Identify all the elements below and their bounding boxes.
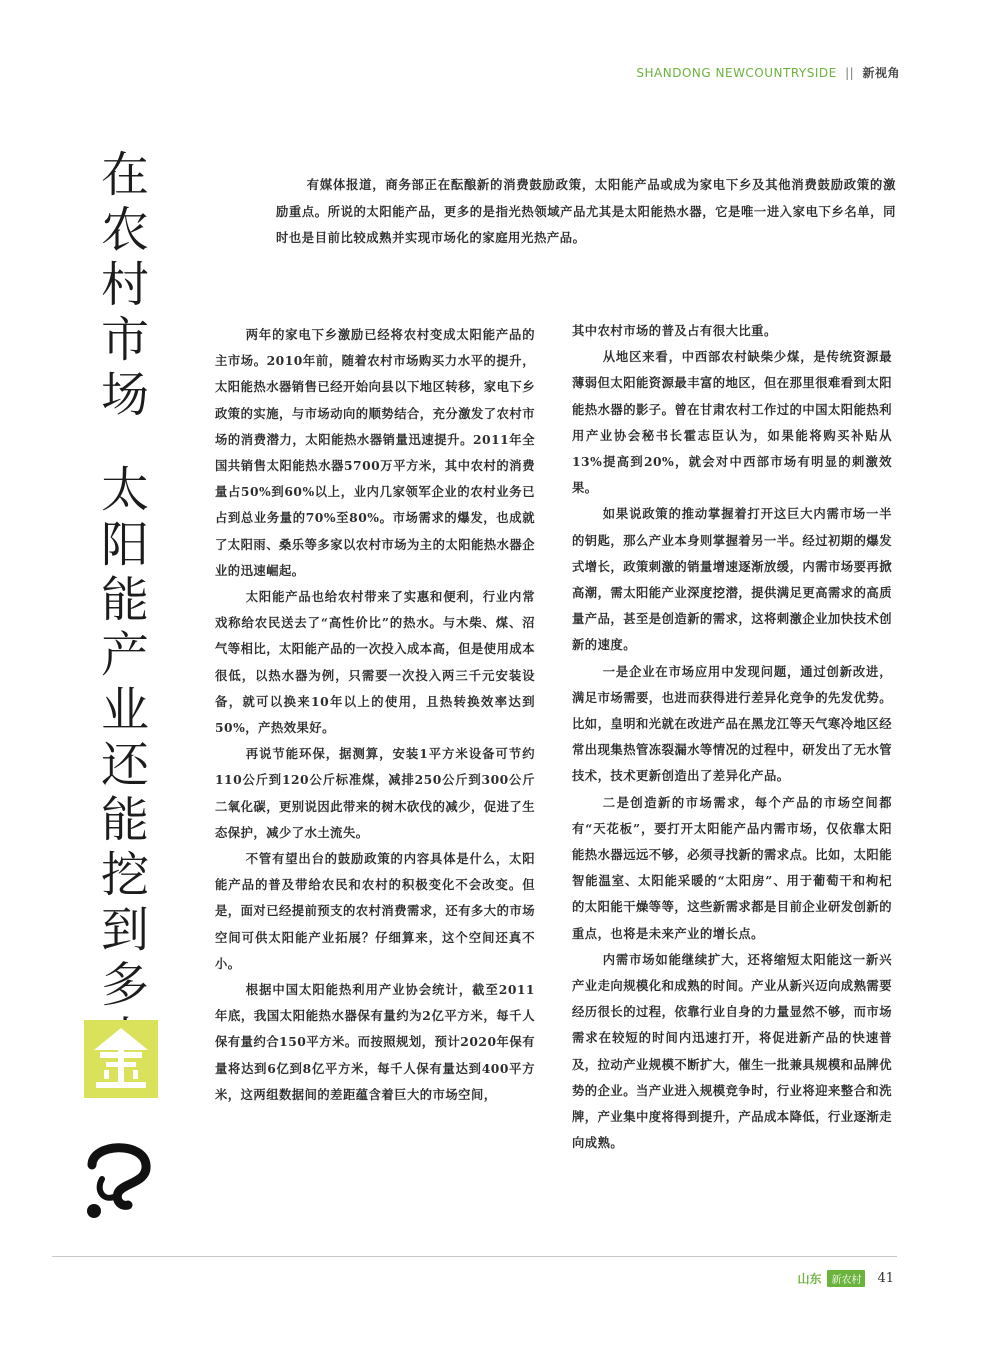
gold-coin-icon (84, 1020, 158, 1098)
title-char: 市 (100, 312, 149, 368)
header-separator: || (845, 66, 855, 80)
lead-paragraph: 有媒体报道，商务部正在酝酿新的消费鼓励政策，太阳能产品或成为家电下乡及其他消费鼓励政策的激励重点。所说的太阳能产品，更多的是指光热领域产品尤其是太阳能热水器，它是唯一进入家电下乡名单，同时也是目前比较成熟并实现市场化的家庭用光热产品。 (276, 177, 896, 245)
magazine-name: SHANDONG NEWCOUNTRYSIDE (636, 66, 837, 80)
title-char: 能 (100, 792, 149, 848)
title-char: 能 (100, 572, 149, 628)
footer-badge: 新农村 (827, 1270, 865, 1287)
question-mark-graphic (72, 1133, 162, 1223)
title-char: 到 (100, 902, 149, 958)
title-line-2 (92, 463, 158, 1068)
page-footer (797, 1270, 894, 1287)
title-line-1 (92, 148, 158, 423)
gold-coin-graphic (84, 1020, 158, 1098)
footer-brand: 山东 (797, 1272, 822, 1286)
title-char: 还 (100, 737, 149, 793)
body-paragraph: 太阳能产品也给农村带来了实惠和便利，行业内常戏称给农民送去了“高性价比”的热水。与木柴、煤、沼气等相比，太阳能产品的一次投入成本高，但是使用成本很低，以热水器为例，只需要一次投入两三千元安装设备，就可以换来10年以上的使用，且热转换效率达到50%，产热效果好。 (215, 589, 535, 736)
body-paragraph: 两年的家电下乡激励已经将农村变成太阳能产品的主市场。2010年前，随着农村市场购买力水平的提升，太阳能热水器销售已经开始向县以下地区转移，家电下乡政策的实施，与市场动向的顺势结合，充分激发了农村市场的消费潜力，太阳能热水器销量迅速提升。2011年全国共销售太阳能热水器5700万平方米，其中农村的消费量占50%到60%以上，业内几家领军企业的农村业务已占到总业务量的70%至80%。市场需求的爆发，也成就了太阳雨、桑乐等多家以农村市场为主的太阳能热水器企业的迅速崛起。 (215, 327, 535, 578)
body-column-left (215, 322, 535, 1108)
title-char: 村 (100, 257, 149, 313)
body-paragraph: 如果说政策的推动掌握着打开这巨大内需市场一半的钥匙，那么产业本身则掌握着另一半。经过初期的爆发式增长，政策刺激的销量增速逐渐放缓，内需市场要再掀高潮，需太阳能产业深度挖潜，提供满足更高需求的高质量产品，甚至是创造新的需求，这将刺激企业加快技术创新的速度。 (572, 506, 892, 653)
body-paragraph: 不管有望出台的鼓励政策的内容具体是什么，太阳能产品的普及带给农民和农村的积极变化不会改变。但是，面对已经提前预支的农村消费需求，还有多大的市场空间可供太阳能产业拓展？仔细算来，这个空间还真不小。 (215, 851, 535, 971)
footer-divider (52, 1256, 897, 1257)
body-column-right (572, 318, 892, 1157)
title-char: 产 (100, 627, 149, 683)
running-header (636, 64, 900, 81)
section-name: 新视角 (862, 66, 900, 80)
title-char: 太 (100, 462, 149, 518)
page-number: 41 (877, 1271, 894, 1286)
title-char: 场 (100, 367, 149, 423)
body-paragraph: 根据中国太阳能热利用产业协会统计，截至2011年底，我国太阳能热水器保有量约为2亿平方米，每千人保有量约合150平方米。而按照规划，预计2020年保有量将达到6亿到8亿平方米，每千人保有量达到400平方米，这两组数据间的差距蕴含着巨大的市场空间， (215, 982, 535, 1102)
title-char: 业 (100, 682, 149, 738)
body-paragraph: 再说节能环保，据测算，安装1平方米设备可节约110公斤到120公斤标准煤，减排250公斤到300公斤二氧化碳，更别说因此带来的树木砍伐的减少，促进了生态保护，减少了水土流失。 (215, 746, 535, 840)
body-paragraph: 从地区来看，中西部农村缺柴少煤，是传统资源最薄弱但太阳能资源最丰富的地区，但在那里很难看到太阳能热水器的影子。曾在甘肃农村工作过的中国太阳能热利用产业协会秘书长霍志臣认为，如果能将购买补贴从13%提高到20%，就会对中西部市场有明显的刺激效果。 (572, 349, 892, 496)
title-char: 挖 (100, 847, 149, 903)
title-char: 在 (100, 147, 149, 203)
question-mark-icon (72, 1133, 162, 1223)
title-char: 阳 (100, 517, 149, 573)
body-paragraph: 二是创造新的市场需求，每个产品的市场空间都有“天花板”，要打开太阳能产品内需市场，仅依靠太阳能热水器远远不够，必须寻找新的需求点。比如，太阳能智能温室、太阳能采暖的“太阳房”、用于葡萄干和枸杞的太阳能干燥等等，这些新需求都是目前企业研发创新的重点，也将是未来产业的增长点。 (572, 794, 892, 941)
body-paragraph: 内需市场如能继续扩大，还将缩短太阳能这一新兴产业走向规模化和成熟的时间。产业从新兴迈向成熟需要经历很长的过程，依靠行业自身的力量显然不够，而市场需求在较短的时间内迅速打开，将促进新产品的快速普及，拉动产业规模不断扩大，催生一批兼具规模和品牌优势的企业。当产业进入规模竞争时，行业将迎来整合和洗牌，产业集中度将得到提升，产品成本降低，行业逐渐走向成熟。 (572, 951, 892, 1151)
body-paragraph: 一是企业在市场应用中发现问题，通过创新改进，满足市场需要，也进而获得进行差异化竞争的先发优势。比如，皇明和光就在改进产品在黑龙江等天气寒冷地区经常出现集热管冻裂漏水等情况的过程中，研发出了无水管技术，技术更新创造出了差异化产品。 (572, 663, 892, 784)
title-char: 多 (100, 957, 149, 1013)
body-paragraph-continued: 其中农村市场的普及占有很大比重。 (572, 323, 777, 338)
article-title (92, 148, 158, 1068)
title-char: 农 (100, 202, 149, 258)
